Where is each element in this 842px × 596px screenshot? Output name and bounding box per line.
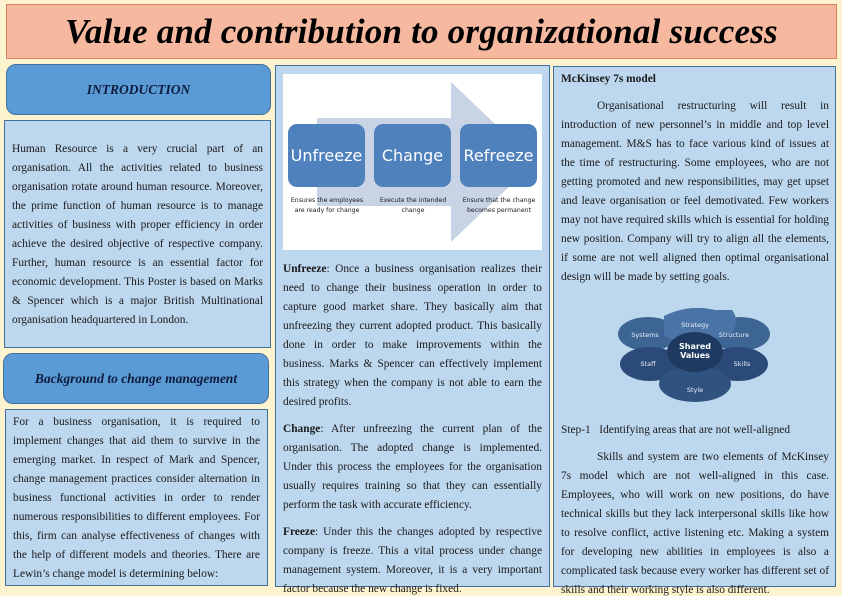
unfreeze-term: Unfreeze	[283, 263, 327, 275]
svg-text:Shared: Shared	[679, 342, 711, 351]
poster-title-bar	[6, 4, 837, 59]
svg-text:Values: Values	[680, 351, 710, 360]
unfreeze-body: : Once a business organisation realizes their need to change their business operation in order to capture good market share. They basically aim that unfreezing they current adopted product. This basically done in order to make improvements within the business. Marks & Spencer can effectively implement this strategy when the company is not able to earn the desired profits.	[283, 263, 542, 408]
freeze-body: : Under this the changes adopted by respective company is freeze. This a vital process under change management system. Moreover, it is a very important factor because the new change is fixed.	[283, 526, 542, 595]
freeze-term: Freeze	[283, 526, 316, 538]
svg-text:Structure: Structure	[718, 331, 750, 339]
mckinsey-7s-diagram	[612, 308, 772, 408]
step-1-heading	[561, 422, 829, 438]
lewin-model-diagram	[283, 74, 542, 250]
mckinsey-panel	[553, 66, 836, 596]
svg-text:Staff: Staff	[640, 360, 656, 368]
stage-change-box	[374, 124, 451, 187]
stage-unfreeze-box	[288, 124, 365, 187]
lewin-model-panel	[275, 65, 550, 595]
unfreeze-paragraph	[283, 260, 542, 412]
change-body: : After unfreezing the current plan of the organisation. The adopted change is implemented. Under this process the employees for the organisation usually requires training so that they can essentially perform the task with accurate efficiency.	[283, 423, 542, 511]
lewin-text	[283, 260, 542, 596]
stage-refreeze-box	[460, 124, 537, 187]
step-title: Identifying areas that are not well-aligned	[599, 424, 791, 436]
freeze-paragraph	[283, 523, 542, 596]
svg-text:Style: Style	[686, 386, 704, 394]
change-paragraph	[283, 420, 542, 515]
poster-title: Value and contribution to organizational success	[65, 11, 778, 51]
seven-s-strategy: Strategy	[681, 321, 709, 329]
background-panel	[5, 409, 268, 586]
step-label: Step-1	[561, 424, 591, 436]
stage-refreeze-caption: Ensure that the change becomes permanent	[462, 197, 536, 214]
svg-text:Skills: Skills	[733, 360, 751, 368]
stage-unfreeze-label: Unfreeze	[290, 146, 363, 165]
introduction-body: Human Resource is a very crucial part of an organisation. All the activities related to business organisation rotate around human resource. Moreover, the prime function of human resource is to manage activities of business with proper efficiency in order achieve the desired objective of respective company. Further, human resource is an essential factor for economic development. This Poster is based on Marks & Spencer which is a major British Multinational organisation headquartered in London.	[12, 143, 263, 326]
stage-refreeze-label: Refreeze	[463, 146, 534, 165]
stage-change-label: Change	[381, 146, 444, 165]
background-heading: Background to change management	[34, 370, 238, 386]
introduction-heading: INTRODUCTION	[86, 81, 191, 97]
step-1-body: Skills and system are two elements of McKinsey 7s model which are not well-aligned in this case. Employees, who will work on new positions, do have technical skills but they lack interpersonal skills like how to resolve conflict, active listening etc. Making a system for developing new abilities in employees is also a complicated task because every worker has different set of skills and their working style is also different.	[561, 451, 829, 596]
introduction-heading-box	[6, 64, 271, 115]
stage-unfreeze-caption: Ensures the employees are ready for change	[290, 197, 364, 214]
svg-text:Systems: Systems	[631, 331, 659, 339]
seven-s-petals-icon	[612, 308, 772, 408]
background-heading-box	[3, 353, 269, 404]
background-body: For a business organisation, it is required to implement changes that aid them to survive in the emerging market. In respect of Mark and Spencer, change management practices consider alternation in business functional activities in order to render numerous responsibilities to different employees. For this, firm can analyse effectiveness of changes with the help of different models and theories. There are Lewin’s change model is determining below:	[13, 416, 260, 580]
introduction-panel	[4, 120, 271, 348]
mckinsey-heading: McKinsey 7s model	[561, 73, 656, 85]
change-term: Change	[283, 423, 321, 435]
stage-change-caption: Execute the intended change	[379, 197, 447, 214]
mckinsey-intro: Organisational restructuring will result in introduction of new personnel’s in middle and top level management. M&S has to face various kind of issues at the time of restructuring. Some employees, who are not getting promoted and new responsibilities, may get upset and leave organisation or feel demotivated. Few workers may not have required skills which is essential for holding new position. Company will try to align all the elements, if some are not well aligned then optimal organisational design will be made by setting goals.	[561, 100, 829, 283]
